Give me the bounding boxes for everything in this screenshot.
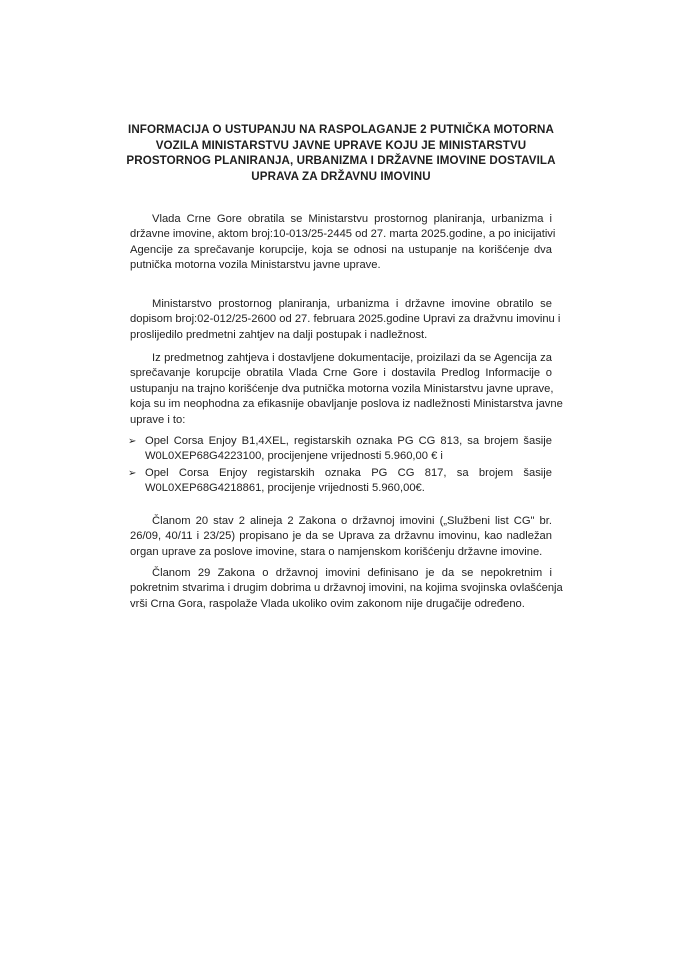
paragraph-line: Iz predmetnog zahtjeva i dostavljene dokumentacije, proizilazi da se Agencija za bbox=[152, 352, 552, 364]
bullet-line: W0L0XEP68G4218861, procijenje vrijednosti 5.960,00€. bbox=[145, 482, 425, 495]
paragraph-line: 26/09, 40/11 i 23/25) propisano je da se Uprava za državnu imovinu, kao nadležan bbox=[130, 530, 552, 543]
paragraph-2 bbox=[130, 297, 561, 343]
paragraph-line: proslijedilo predmetni zahtjev na dalji postupak i nadležnost. bbox=[130, 328, 428, 341]
paragraph-1 bbox=[130, 212, 556, 274]
paragraph-line: državne imovine, aktom broj:10-013/25-2445 od 27. marta 2025.godine, a po inicijativi bbox=[130, 228, 556, 241]
paragraph-line: sprečavanje korupcije obratila Vlada Crne Gore i dostavila Predlog Informacije o bbox=[130, 367, 552, 380]
paragraph-line: Članom 20 stav 2 alineja 2 Zakona o državnoj imovini („Službeni list CG" br. bbox=[152, 515, 552, 527]
paragraph-4 bbox=[130, 514, 552, 560]
paragraph-line: putnička motorna vozila Ministarstvu javne uprave. bbox=[130, 259, 381, 272]
title-line: INFORMACIJA O USTUPANJU NA RASPOLAGANJE 2 PUTNIČKA MOTORNA bbox=[128, 123, 554, 136]
paragraph-line: Vlada Crne Gore obratila se Ministarstvu prostornog planiranja, urbanizma i bbox=[152, 213, 552, 225]
paragraph-3 bbox=[130, 351, 563, 428]
paragraph-line: ustupanju na trajno korišćenje dva putnička motorna vozila Ministarstvu javne uprave, bbox=[130, 382, 554, 395]
title-line: UPRAVA ZA DRŽAVNU IMOVINU bbox=[251, 169, 431, 183]
paragraph-line: pokretnim stvarima i drugim dobrima u državnoj imovini, na kojima svojinska ovlašćenja bbox=[130, 582, 563, 595]
paragraph-line: koja su im neophodna za efikasnije obavljanje poslova iz nadležnosti Ministarstva javne bbox=[130, 398, 563, 411]
bullet-line: Opel Corsa Enjoy registarskih oznaka PG CG 817, sa brojem šasije bbox=[145, 467, 552, 479]
title-line: VOZILA MINISTARSTVU JAVNE UPRAVE KOJU JE MINISTARSTVU bbox=[155, 138, 527, 152]
arrow-bullet-icon: ➢ bbox=[128, 436, 137, 447]
paragraph-line: Članom 29 Zakona o državnoj imovini definisano je da se nepokretnim i bbox=[152, 567, 552, 579]
document-title bbox=[108, 122, 574, 184]
bullet-line: Opel Corsa Enjoy B1,4XEL, registarskih oznaka PG CG 813, sa brojem šasije bbox=[145, 435, 552, 447]
paragraph-line: uprave i to: bbox=[130, 413, 186, 426]
paragraph-line: Agencije za sprečavanje korupcije, koja se odnosi na ustupanje na korišćenje dva bbox=[130, 243, 552, 256]
arrow-bullet-icon: ➢ bbox=[128, 468, 137, 479]
paragraph-5 bbox=[130, 566, 563, 612]
bullet-line: W0L0XEP68G4223100, procijenjene vrijednosti 5.960,00 € i bbox=[145, 450, 443, 463]
paragraph-line: organ uprave za poslove imovine, stara o namjenskom korišćenju državne imovine. bbox=[130, 545, 543, 558]
paragraph-line: Ministarstvo prostornog planiranja, urbanizma i državne imovine obratilo se bbox=[152, 298, 552, 310]
title-line: PROSTORNOG PLANIRANJA, URBANIZMA I DRŽAVNE IMOVINE DOSTAVILA bbox=[126, 154, 556, 167]
paragraph-line: dopisom broj:02-012/25-2600 od 27. februara 2025.godine Upravi za dražvnu imovinu i bbox=[130, 313, 561, 326]
paragraph-line: vrši Crna Gora, raspolaže Vlada ukoliko ovim zakonom nije drugačije određeno. bbox=[130, 597, 525, 610]
